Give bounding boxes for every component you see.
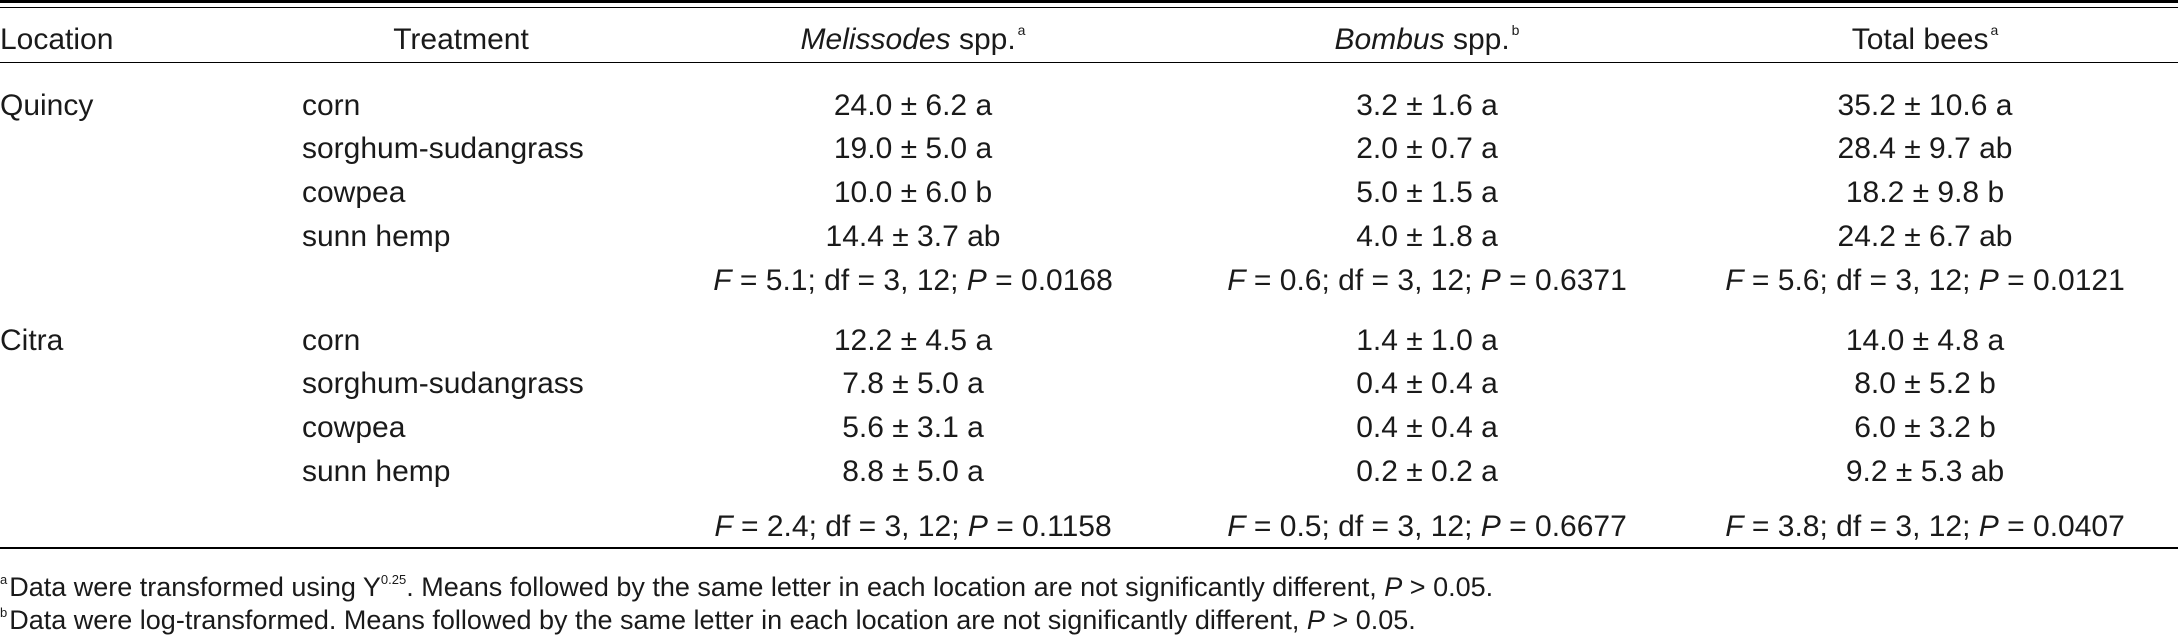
total-bees-label: Total bees: [1851, 23, 1989, 56]
treatment-cell: sorghum-sudangrass: [302, 367, 584, 400]
treatment-cell: corn: [302, 89, 361, 122]
total-cell: 6.0 ± 3.2 b: [1854, 411, 1996, 444]
melissodes-cell: 24.0 ± 6.2 a: [833, 89, 993, 122]
footnote-a-exponent: 0.25: [380, 572, 407, 587]
melissodes-genus: Melissodes: [800, 23, 951, 56]
header-total-bees: [1852, 22, 1999, 62]
bombus-suffix: spp.: [1452, 23, 1510, 56]
top-rule-thin: [0, 7, 2178, 8]
treatment-cell: sunn hemp: [302, 455, 451, 488]
treatment-cell: cowpea: [302, 176, 406, 209]
treatment-cell: cowpea: [302, 411, 406, 444]
bombus-footnote-mark: b: [1511, 22, 1520, 38]
melissodes-cell: 19.0 ± 5.0 a: [833, 132, 993, 165]
footnote-b-mark: b: [0, 605, 8, 620]
header-melissodes: [801, 22, 1026, 62]
bombus-cell: 0.4 ± 0.4 a: [1356, 411, 1498, 444]
bombus-cell: 1.4 ± 1.0 a: [1356, 324, 1498, 357]
anova-stat-cell: F = 0.5; df = 3, 12; P = 0.6677: [1227, 510, 1627, 543]
header-bombus: [1335, 22, 1520, 62]
total-cell: 8.0 ± 5.2 b: [1854, 367, 1996, 400]
anova-stat-cell: F = 0.6; df = 3, 12; P = 0.6371: [1227, 264, 1627, 297]
bombus-cell: 0.4 ± 0.4 a: [1356, 367, 1498, 400]
bombus-cell: 3.2 ± 1.6 a: [1356, 89, 1498, 122]
melissodes-cell: 5.6 ± 3.1 a: [842, 411, 984, 444]
bombus-cell: 4.0 ± 1.8 a: [1356, 220, 1498, 253]
footnote-b: $^b$Data were log-transformed. Means followed by the same letter in each location are not significantly different, P > 0.05.: [0, 605, 1416, 635]
total-cell: 35.2 ± 10.6 a: [1837, 89, 2013, 122]
anova-stat-cell: F = 2.4; df = 3, 12; P = 0.1158: [714, 510, 1112, 543]
anova-stat-cell: F = 5.6; df = 3, 12; P = 0.0121: [1725, 264, 2125, 297]
total-cell: 24.2 ± 6.7 ab: [1837, 220, 2013, 253]
treatment-cell: sorghum-sudangrass: [302, 132, 584, 165]
bombus-cell: 5.0 ± 1.5 a: [1356, 176, 1498, 209]
treatment-cell: corn: [302, 324, 361, 357]
total-cell: 28.4 ± 9.7 ab: [1837, 132, 2013, 165]
bombus-cell: 0.2 ± 0.2 a: [1356, 455, 1498, 488]
melissodes-suffix: spp.: [958, 23, 1016, 56]
footnote-a: $^a$Data were transformed using $Y^{0.25}$. Means followed by the same letter in each location are not significantly different, P > 0.05.: [0, 572, 1494, 602]
total-cell: 14.0 ± 4.8 a: [1845, 324, 2005, 357]
anova-stat-cell: F = 5.1; df = 3, 12; P = 0.0168: [713, 264, 1113, 297]
melissodes-cell: 10.0 ± 6.0 b: [833, 176, 993, 209]
bombus-genus: Bombus: [1334, 23, 1445, 56]
bombus-cell: 2.0 ± 0.7 a: [1356, 132, 1498, 165]
anova-stat-cell: F = 3.8; df = 3, 12; P = 0.0407: [1725, 510, 2125, 543]
top-rule-thick: [0, 0, 2178, 3]
melissodes-cell: 7.8 ± 5.0 a: [842, 367, 984, 400]
location-citra: Citra: [0, 324, 64, 357]
header-treatment: Treatment: [393, 23, 529, 56]
treatment-cell: sunn hemp: [302, 220, 451, 253]
total-bees-footnote-mark: a: [1990, 22, 1999, 38]
bottom-rule: [0, 547, 2178, 549]
location-quincy: Quincy: [0, 89, 94, 122]
total-cell: 9.2 ± 5.3 ab: [1845, 455, 2005, 488]
melissodes-cell: 12.2 ± 4.5 a: [833, 324, 993, 357]
total-cell: 18.2 ± 9.8 b: [1845, 176, 2005, 209]
melissodes-cell: 14.4 ± 3.7 ab: [825, 220, 1001, 253]
melissodes-footnote-mark: a: [1017, 22, 1026, 38]
melissodes-cell: 8.8 ± 5.0 a: [842, 455, 984, 488]
header-location: Location: [0, 23, 114, 56]
footnote-a-mark: a: [0, 572, 8, 587]
header-rule: [0, 62, 2178, 63]
